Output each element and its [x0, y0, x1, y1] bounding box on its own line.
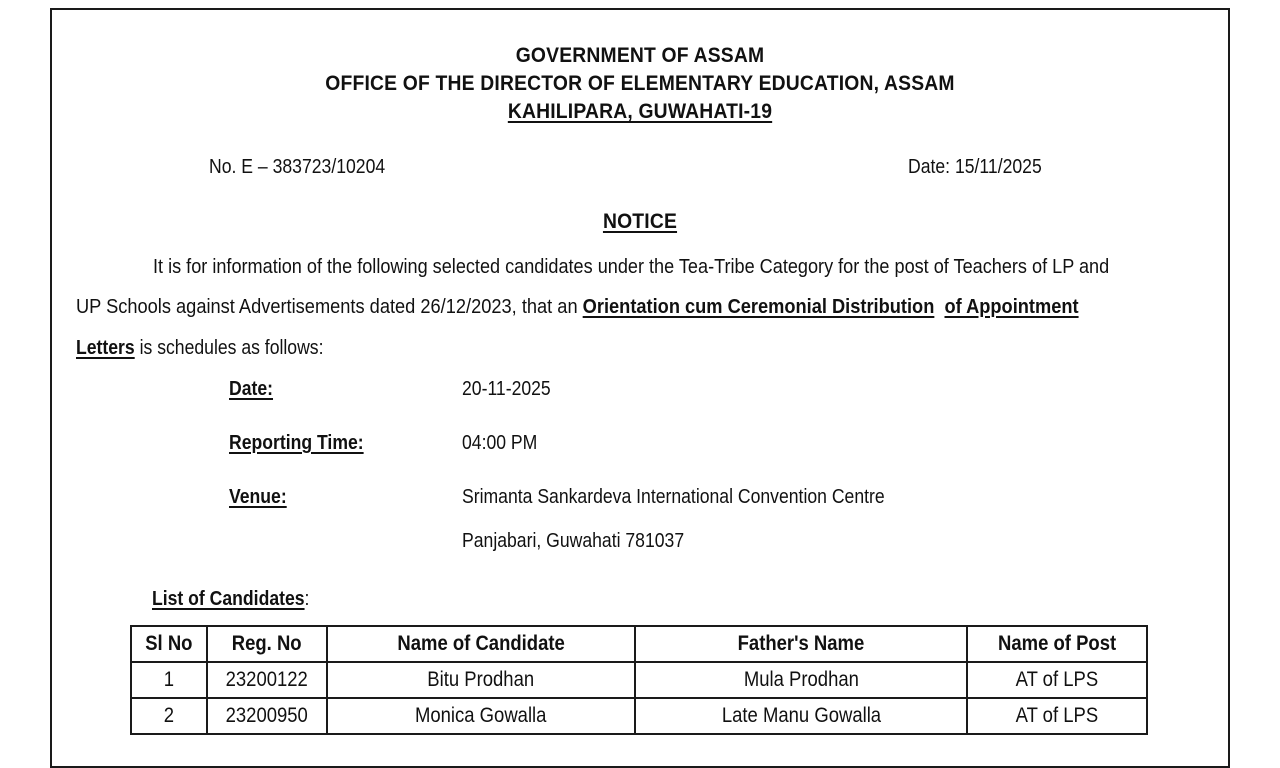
column-header-sl-no: Sl No [131, 626, 207, 662]
table-row [131, 698, 1147, 734]
schedule-date-label-text: Date: [229, 378, 274, 400]
cell-reg-no: 23200950 [207, 698, 327, 734]
reference-number: No. E – 383723/10204 [209, 156, 386, 178]
event-name: Orientation cum Ceremonial Distribution [582, 296, 935, 318]
paragraph-line-3-text: is schedules as follows: [134, 337, 324, 359]
schedule-time-value: 04:00 PM [462, 432, 538, 454]
schedule-venue-line-2: Panjabari, Guwahati 781037 [462, 530, 685, 552]
cell-reg-no: 23200122 [207, 662, 327, 698]
column-header-father-name: Father's Name [635, 626, 967, 662]
candidates-heading [152, 588, 309, 611]
table-header-row [131, 626, 1147, 662]
candidates-table [130, 625, 1148, 735]
schedule-venue-line-1: Srimanta Sankardeva International Convention Centre [462, 486, 885, 508]
notice-date: Date: 15/11/2025 [908, 156, 1042, 178]
header-government: GOVERNMENT OF ASSAM [515, 44, 765, 67]
cell-post-name: AT of LPS [967, 662, 1147, 698]
cell-sl-no: 2 [131, 698, 207, 734]
paragraph-line-2-text: UP Schools against Advertisements dated 26/12/2023, that an [76, 296, 583, 318]
column-header-candidate-name: Name of Candidate [327, 626, 635, 662]
event-name-continued: of Appointment [944, 296, 1079, 318]
table-row [131, 662, 1147, 698]
event-name-end: Letters [76, 337, 135, 359]
schedule-date-value: 20-11-2025 [462, 378, 551, 400]
notice-title-text: NOTICE [602, 210, 678, 233]
schedule-time-label [229, 432, 364, 455]
cell-sl-no: 1 [131, 662, 207, 698]
cell-post-name: AT of LPS [967, 698, 1147, 734]
header-office: OFFICE OF THE DIRECTOR OF ELEMENTARY EDUCATION, ASSAM [325, 72, 955, 95]
notice-title [51, 210, 1229, 234]
candidates-heading-colon: : [304, 588, 310, 610]
paragraph-line-2 [76, 296, 1079, 319]
schedule-time-label-text: Reporting Time: [229, 432, 364, 454]
paragraph-line-1: It is for information of the following selected candidates under the Tea-Tribe Category for the post of Teachers of LP and [153, 256, 1110, 278]
cell-candidate-name: Bitu Prodhan [327, 662, 635, 698]
header-address [51, 100, 1229, 124]
schedule-venue-label-text: Venue: [229, 486, 287, 508]
cell-father-name: Late Manu Gowalla [635, 698, 967, 734]
schedule-date-label [229, 378, 273, 401]
header-address-text: KAHILIPARA, GUWAHATI-19 [507, 100, 773, 123]
candidates-heading-text: List of Candidates [152, 588, 305, 610]
paragraph-line-3 [76, 337, 324, 360]
column-header-reg-no: Reg. No [207, 626, 327, 662]
column-header-post-name: Name of Post [967, 626, 1147, 662]
schedule-venue-label [229, 486, 287, 509]
cell-father-name: Mula Prodhan [635, 662, 967, 698]
cell-candidate-name: Monica Gowalla [327, 698, 635, 734]
